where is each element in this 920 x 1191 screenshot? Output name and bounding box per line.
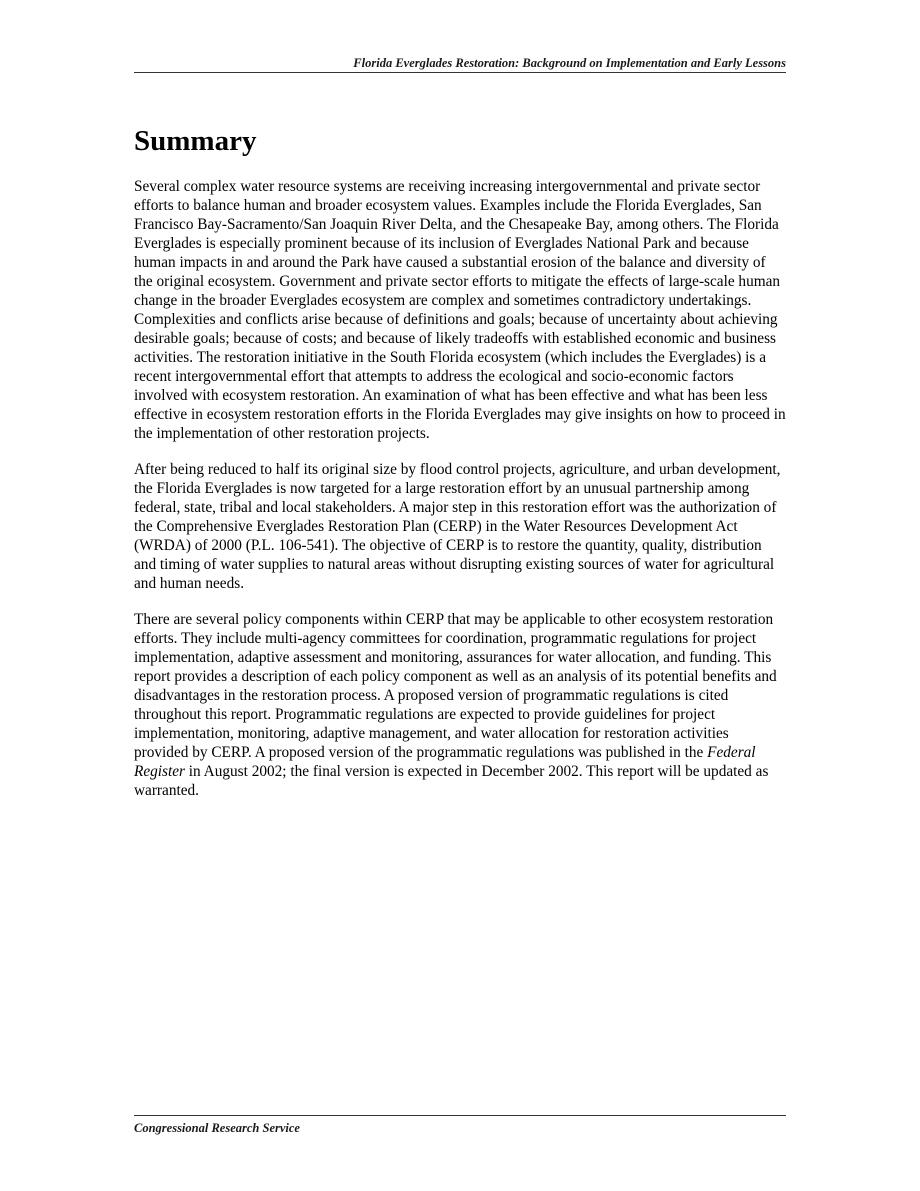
summary-paragraph-3 [134, 610, 786, 800]
summary-paragraph-2: After being reduced to half its original size by flood control projects, agriculture, and urban development, the Florida Everglades is now targeted for a large restoration effort by an unusual partnership among federal, state, tribal and local stakeholders. A major step in this restoration effort was the authorization of the Comprehensive Everglades Restoration Plan (CERP) in the Water Resources Development Act (WRDA) of 2000 (P.L. 106-541). The objective of CERP is to restore the quantity, quality, distribution and timing of water supplies to natural areas without disrupting existing sources of water for agricultural and human needs. [134, 461, 781, 592]
header-divider [134, 72, 786, 73]
paragraph-3-text-start: There are several policy components within CERP that may be applicable to other ecosystem restoration efforts. They include multi-agency committees for coordination, programmatic regulations for project implementation, adaptive assessment and monitoring, assurances for water allocation, and funding. This report provides a description of each policy component as well as an analysis of its potential benefits and disadvantages in the restoration process. A proposed version of programmatic regulations is cited throughout this report. Programmatic regulations are expected to provide guidelines for project implementation, monitoring, adaptive management, and water allocation for restoration activities provided by CERP. A proposed version of the programmatic regulations was published in the [134, 611, 777, 761]
paragraph-3-text-end: in August 2002; the final version is expected in December 2002. This report will be updated as warranted. [134, 763, 769, 799]
running-footer: Congressional Research Service [134, 1121, 300, 1135]
page-title: Summary [134, 125, 257, 157]
footer-divider [134, 1115, 786, 1116]
running-header: Florida Everglades Restoration: Background on Implementation and Early Lessons [353, 56, 786, 70]
summary-body [134, 177, 786, 817]
federal-register-citation: Federal Register [134, 744, 756, 780]
summary-paragraph-1: Several complex water resource systems are receiving increasing intergovernmental and private sector efforts to balance human and broader ecosystem values. Examples include the Florida Everglades, San Francisco Bay-Sacramento/San Joaquin River Delta, and the Chesapeake Bay, among others. The Florida Everglades is especially prominent because of its inclusion of Everglades National Park and because human impacts in and around the Park have caused a substantial erosion of the balance and diversity of the original ecosystem. Government and private sector efforts to mitigate the effects of large-scale human change in the broader Everglades ecosystem are complex and sometimes contradictory undertakings. Complexities and conflicts arise because of definitions and goals; because of uncertainty about achieving desirable goals; because of costs; and because of likely tradeoffs with established economic and business activities. The restoration initiative in the South Florida ecosystem (which includes the Everglades) is a recent intergovernmental effort that attempts to address the ecological and socio-economic factors involved with ecosystem restoration. An examination of what has been effective and what has been less effective in ecosystem restoration efforts in the Florida Everglades may give insights on how to proceed in the implementation of other restoration projects. [134, 178, 786, 442]
